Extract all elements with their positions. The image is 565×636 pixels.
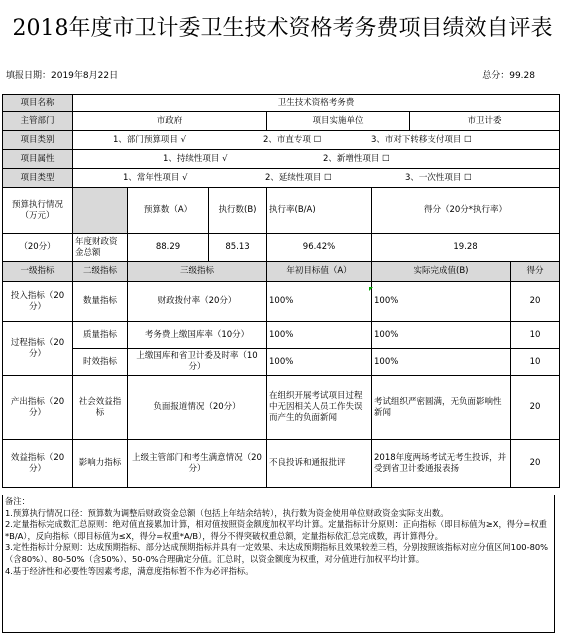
attribute-label: 项目属性 xyxy=(3,150,73,169)
category-opt2: 2、市直专项 ☐ xyxy=(263,134,322,145)
input-level2: 数量指标 xyxy=(73,282,128,322)
quality-target: 100% xyxy=(267,322,372,349)
note-2: 2.定量指标完成数汇总原则：绝对值直接累加计算，相对值按照资金额度加权平均计算。定量指标计分原则：正向指标（即目标值为≥X，得分=权重*B/A），反向指标（即目标值为≤X，得分=权重*A/B），得分不得突破权重总额，定量指标依汇总完成数，再计算得分。 xyxy=(5,519,547,541)
effect-level3: 上级主管部门和考生满意情况（20分） xyxy=(128,440,267,488)
impl-unit-value: 市卫计委 xyxy=(410,112,560,131)
col-exec: 执行数(B) xyxy=(209,188,267,234)
annual-rate: 96.42% xyxy=(267,234,372,262)
effect-actual: 2018年度两场考试无考生投诉，并受到省卫计委通报表扬 xyxy=(372,440,511,488)
col-score: 得分（20分*执行率） xyxy=(372,188,560,234)
budget-score-label: （20分） xyxy=(3,234,73,262)
input-actual: 100% xyxy=(372,282,511,322)
quality-score: 10 xyxy=(511,322,560,349)
hdr-target: 年初目标值（A） xyxy=(267,262,372,282)
fill-date: 填报日期：2019年8月22日 xyxy=(6,71,119,81)
output-level1: 产出指标（20分） xyxy=(3,376,73,440)
attribute-options xyxy=(73,150,560,169)
quality-level2: 质量指标 xyxy=(73,322,128,349)
total-score: 总分：99.28 xyxy=(482,71,535,81)
attribute-opt1: 1、持续性项目 √ xyxy=(163,153,228,164)
type-opt1: 1、常年性项目 √ xyxy=(123,172,188,183)
hdr-actual: 实际完成值(B) xyxy=(372,262,511,282)
evaluation-table xyxy=(2,94,560,488)
notes-section xyxy=(2,495,555,633)
page-title: 2018年度市卫计委卫生技术资格考务费项目绩效自评表 xyxy=(12,16,553,41)
category-options xyxy=(73,131,560,150)
input-level1: 投入指标（20分） xyxy=(3,282,73,322)
attribute-opt2: 2、新增性项目 ☐ xyxy=(323,153,390,164)
input-score: 20 xyxy=(511,282,560,322)
type-opt3: 3、一次性项目 ☐ xyxy=(405,172,472,183)
input-target: 100% xyxy=(267,282,372,322)
output-actual: 考试组织严密圆满，无负面影响性新闻 xyxy=(372,376,511,440)
hdr-level3: 三级指标 xyxy=(128,262,267,282)
effect-score: 20 xyxy=(511,440,560,488)
annual-score: 19.28 xyxy=(372,234,560,262)
time-level3: 上缴国库和省卫计委及时率（10分） xyxy=(128,349,267,376)
note-4: 4.基于经济性和必要性等因素考虑，满意度指标暂不作为必评指标。 xyxy=(5,565,254,576)
output-level3: 负面报道情况（20分） xyxy=(128,376,267,440)
category-opt3: 3、市对下转移支付项目 ☐ xyxy=(371,134,472,145)
impl-unit-label: 项目实施单位 xyxy=(267,112,410,131)
project-name-label: 项目名称 xyxy=(3,95,73,112)
budget-label: 预算执行情况（万元） xyxy=(3,188,73,234)
col-rate: 执行率(B/A) xyxy=(267,188,372,234)
annual-fund-label: 年度财政资金总额 xyxy=(73,234,128,262)
col-budget: 预算数（A） xyxy=(128,188,209,234)
type-options xyxy=(73,169,560,188)
input-level3: 财政拨付率（20分） xyxy=(128,282,267,322)
effect-target: 不良投诉和通报批评 xyxy=(267,440,372,488)
annual-exec: 85.13 xyxy=(209,234,267,262)
quality-level3: 考务费上缴国库率（10分） xyxy=(128,322,267,349)
category-opt1: 1、部门预算项目 √ xyxy=(113,134,187,145)
dept-value: 市政府 xyxy=(73,112,267,131)
process-level1: 过程指标（20分） xyxy=(3,322,73,376)
annual-budget: 88.29 xyxy=(128,234,209,262)
notes-heading: 备注： xyxy=(5,496,30,506)
cell-comment-marker xyxy=(369,287,373,291)
time-level2: 时效指标 xyxy=(73,349,128,376)
hdr-level2: 二级指标 xyxy=(73,262,128,282)
type-label: 项目类型 xyxy=(3,169,73,188)
note-1: 1.预算执行情况口径：预算数为调整后财政资金总额（包括上年结余结转），执行数为资金使用单位财政资金实际支出数。 xyxy=(5,507,449,518)
output-score: 20 xyxy=(511,376,560,440)
time-score: 10 xyxy=(511,349,560,376)
time-target: 100% xyxy=(267,349,372,376)
effect-level1: 效益指标（20分） xyxy=(3,440,73,488)
output-level2: 社会效益指标 xyxy=(73,376,128,440)
quality-actual: 100% xyxy=(372,322,511,349)
category-label: 项目类别 xyxy=(3,131,73,150)
type-opt2: 2、延续性项目 ☐ xyxy=(265,172,332,183)
note-3: 3.定性指标计分原则：达成预期指标、部分达成预期指标并具有一定效果、未达成预期指标且效果较差三档，分别按照该指标对应分值区间100-80%（含80%）、80-50%（含50%）、50-0%合理确定分值。汇总时，以资金额度为权重，对分值进行加权平均计算。 xyxy=(5,542,549,564)
time-actual: 100% xyxy=(372,349,511,376)
output-target: 在组织开展考试项目过程中无因相关人员工作失误而产生的负面新闻 xyxy=(267,376,372,440)
dept-label: 主管部门 xyxy=(3,112,73,131)
hdr-score: 得分 xyxy=(511,262,560,282)
project-name-value: 卫生技术资格考务费 xyxy=(73,95,560,112)
effect-level2: 影响力指标 xyxy=(73,440,128,488)
hdr-level1: 一级指标 xyxy=(3,262,73,282)
